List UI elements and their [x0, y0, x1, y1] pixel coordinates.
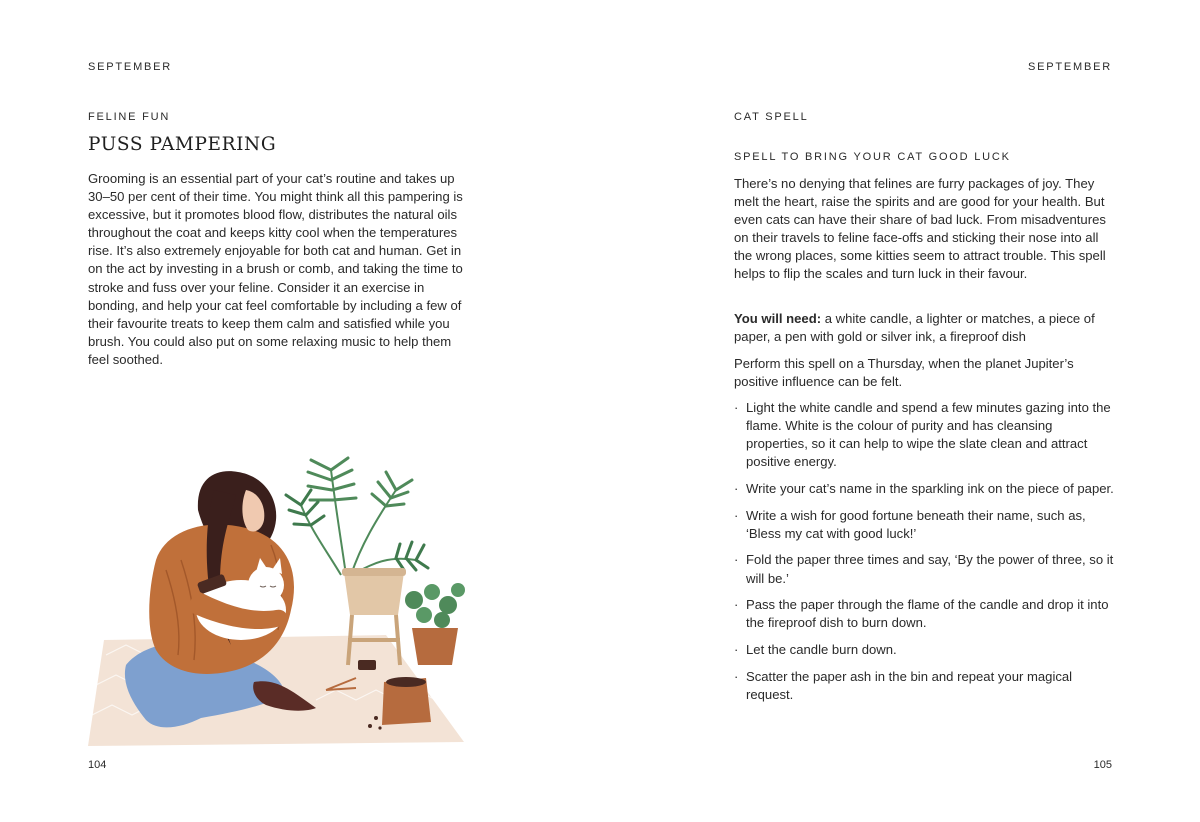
list-item: · Write a wish for good fortune beneath their name, such as, ‘Bless my cat with good luck!’ — [734, 507, 1114, 543]
list-item: · Let the candle burn down. — [734, 641, 1114, 659]
running-header-left: SEPTEMBER — [88, 61, 173, 73]
page-title-left: PUSS PAMPERING — [88, 134, 277, 155]
treats — [386, 677, 426, 687]
page-number-right: 105 — [1093, 759, 1112, 771]
terracotta-pot — [412, 628, 458, 665]
list-item: · Fold the paper three times and say, ‘By the power of three, so it will be.’ — [734, 551, 1114, 587]
running-header-right: SEPTEMBER — [1027, 61, 1112, 73]
pilea-plant — [405, 583, 465, 628]
list-item: · Pass the paper through the flame of the candle and drop it into the fireproof dish to burn down. — [734, 596, 1114, 632]
ingredients-text: a white candle, a lighter or matches, a piece of paper, a pen with gold or silver ink, a fireproof dish — [734, 311, 1095, 345]
page-number-left: 104 — [88, 759, 107, 771]
spell-steps-list — [734, 399, 1114, 712]
spell-intro-paragraph: There’s no denying that felines are furry packages of joy. They melt the heart, raise the spirits and are good for your health. But even cats can have their share of bad luck. From misadventures on their travels to feline face-offs and sticking their nose into all the wrong places, some kitties seem to attract trouble. This spell helps to flip the scales and turn luck in their favour. — [734, 176, 1106, 282]
spare-brush — [358, 660, 376, 670]
ingredients-paragraph — [734, 310, 1114, 346]
grooming-illustration — [86, 450, 478, 750]
list-item: · Write your cat’s name in the sparkling ink on the piece of paper. — [734, 480, 1114, 498]
timing-paragraph: Perform this spell on a Thursday, when the planet Jupiter’s positive influence can be felt. — [734, 356, 1074, 390]
spell-subtitle: SPELL TO BRING YOUR CAT GOOD LUCK — [734, 151, 1011, 163]
pot-rim — [342, 568, 406, 576]
list-item: · Light the white candle and spend a few minutes gazing into the flame. White is the colour of purity and has cleansing properties, so it can help to wipe the slate clean and attract positive energy. — [734, 399, 1114, 471]
section-label-left: FELINE FUN — [88, 111, 171, 123]
plant-pot — [344, 572, 404, 615]
ingredients-label: You will need: — [734, 311, 822, 326]
body-paragraph-left: Grooming is an essential part of your cat’s routine and takes up 30–50 per cent of their time. You might think all this pampering is excessive, but it promotes blood flow, distributes the natural oils throughout the coat and keeps kitty cool when the temperatures rise. It’s also extremely enjoyable for both cat and human. Get in on the act by investing in a brush or comb, and taking the time to stroke and fuss over your feline. Consider it an exercise in bonding, and help your cat feel comfortable by including a few of their favourite treats to keep them calm and satisfied while you brush. You could also put on some relaxing music to help them feel soothed. — [88, 171, 463, 367]
section-label-right: CAT SPELL — [734, 111, 809, 123]
list-item: · Scatter the paper ash in the bin and repeat your magical request. — [734, 668, 1114, 704]
large-palm-plant — [286, 458, 428, 575]
